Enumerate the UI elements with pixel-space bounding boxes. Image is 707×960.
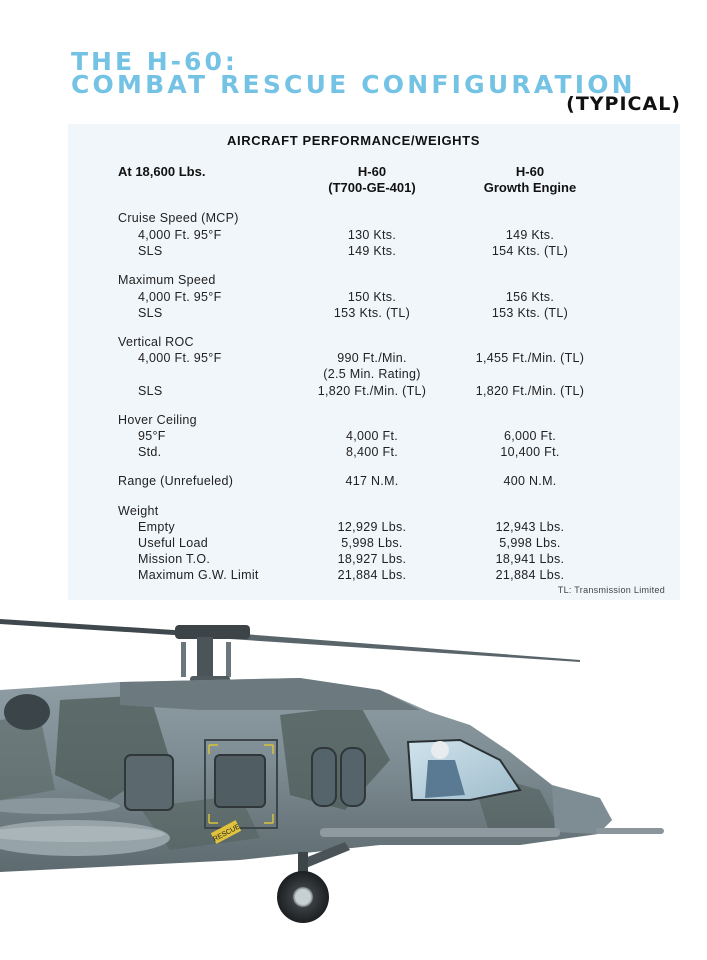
main-rotor bbox=[0, 619, 580, 686]
row-value-growth: 154 Kts. (TL) bbox=[491, 244, 569, 258]
row-value-growth: 6,000 Ft. bbox=[503, 429, 557, 443]
row-value-growth: 1,820 Ft./Min. (TL) bbox=[475, 384, 585, 398]
row-value-t700: 150 Kts. bbox=[347, 290, 397, 304]
row-value-t700: 8,400 Ft. bbox=[345, 445, 399, 459]
col2-header-line1: H-60 bbox=[515, 164, 545, 179]
row-label: SLS bbox=[138, 306, 163, 320]
col2-header-line2: Growth Engine bbox=[483, 180, 577, 195]
row-label: SLS bbox=[138, 384, 163, 398]
title-line-1: THE H-60: bbox=[71, 47, 238, 76]
row-label: Std. bbox=[138, 445, 162, 459]
row-value-t700: 1,820 Ft./Min. (TL) bbox=[317, 384, 427, 398]
row-value-t700: (2.5 Min. Rating) bbox=[323, 367, 421, 381]
row-value-t700: 18,927 Lbs. bbox=[337, 552, 407, 566]
row-value-growth: 149 Kts. bbox=[505, 228, 555, 242]
row-label: Vertical ROC bbox=[118, 335, 194, 349]
row-value-growth: 10,400 Ft. bbox=[500, 445, 560, 459]
title-line-3: (TYPICAL) bbox=[566, 93, 681, 115]
row-value-growth: 156 Kts. bbox=[505, 290, 555, 304]
row-value-growth: 21,884 Lbs. bbox=[495, 568, 565, 582]
row-label: Maximum G.W. Limit bbox=[138, 568, 259, 582]
row-value-growth: 153 Kts. (TL) bbox=[491, 306, 569, 320]
row-value-t700: 149 Kts. bbox=[347, 244, 397, 258]
row-label: 4,000 Ft. 95°F bbox=[138, 228, 222, 242]
row-label: Hover Ceiling bbox=[118, 413, 197, 427]
row-label: Maximum Speed bbox=[118, 273, 216, 287]
title-line-2: COMBAT RESCUE CONFIGURATION bbox=[71, 70, 636, 99]
row-value-t700: 12,929 Lbs. bbox=[337, 520, 407, 534]
col1-header-line1: H-60 bbox=[357, 164, 387, 179]
row-label: Range (Unrefueled) bbox=[118, 474, 234, 488]
table-footnote: TL: Transmission Limited bbox=[557, 585, 665, 595]
row-value-growth: 400 N.M. bbox=[503, 474, 557, 488]
row-value-growth: 1,455 Ft./Min. (TL) bbox=[475, 351, 585, 365]
row-label: 4,000 Ft. 95°F bbox=[138, 290, 222, 304]
col1-header-line2: (T700-GE-401) bbox=[328, 180, 416, 195]
row-value-growth: 12,943 Lbs. bbox=[495, 520, 565, 534]
row-label: Weight bbox=[118, 504, 159, 518]
refueling-probe bbox=[596, 828, 664, 834]
row-label: 95°F bbox=[138, 429, 166, 443]
row-value-t700: 990 Ft./Min. bbox=[337, 351, 407, 365]
row-label: Mission T.O. bbox=[138, 552, 211, 566]
row-value-t700: 5,998 Lbs. bbox=[341, 536, 403, 550]
svg-text:RESCUE: RESCUE bbox=[212, 823, 242, 844]
row-value-growth: 18,941 Lbs. bbox=[495, 552, 565, 566]
row-label: SLS bbox=[138, 244, 163, 258]
row-value-t700: 21,884 Lbs. bbox=[337, 568, 407, 582]
row-value-t700: 4,000 Ft. bbox=[345, 429, 399, 443]
col0-header: At 18,600 Lbs. bbox=[118, 164, 206, 179]
table-heading: AIRCRAFT PERFORMANCE/WEIGHTS bbox=[227, 133, 480, 148]
engine-intake bbox=[4, 694, 50, 730]
row-label: Cruise Speed (MCP) bbox=[118, 211, 239, 225]
row-label: Empty bbox=[138, 520, 175, 534]
row-value-t700: 417 N.M. bbox=[345, 474, 399, 488]
row-label: 4,000 Ft. 95°F bbox=[138, 351, 222, 365]
helicopter-illustration bbox=[0, 600, 707, 960]
row-value-growth: 5,998 Lbs. bbox=[499, 536, 561, 550]
row-value-t700: 153 Kts. (TL) bbox=[333, 306, 411, 320]
row-value-t700: 130 Kts. bbox=[347, 228, 397, 242]
row-label: Useful Load bbox=[138, 536, 209, 550]
